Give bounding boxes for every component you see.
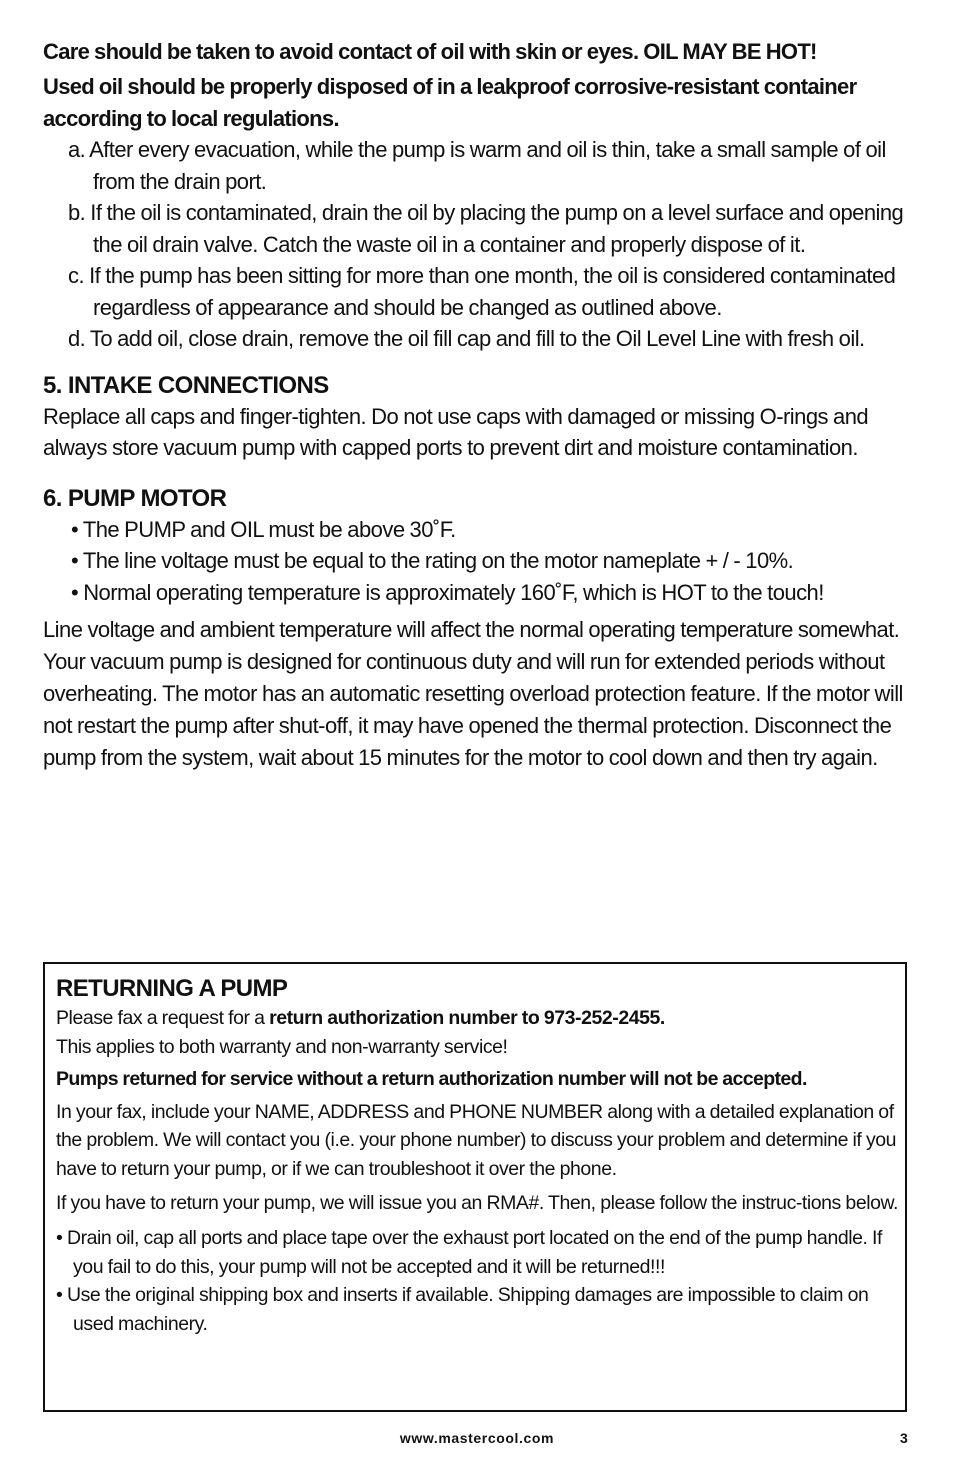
- return-bullet-drain-oil: • Drain oil, cap all ports and place tape over the exhaust port located on the end of the pump handle. If you fail to do this, your pump will not be accepted and it will be returned!!!: [56, 1227, 882, 1278]
- section-6-body: Line voltage and ambient temperature will affect the normal operating temperature somewhat. Your vacuum pump is designed for continuous duty and will run for extended periods without overheating. The motor has an automatic resetting overload protection feature. If the motor will not restart the pump after shut-off, it may have opened the thermal protection. Disconnect the pump from the system, wait about 15 minutes for the motor to cool down and then try again.: [43, 617, 903, 770]
- oil-step-a: a. After every evacuation, while the pump is warm and oil is thin, take a small sample of oil from the drain port.: [68, 137, 886, 194]
- oil-steps-list: [43, 134, 913, 355]
- disposal-warning: Used oil should be properly disposed of in a leakproof corrosive-resistant container according to local regulations.: [43, 74, 857, 131]
- footer-page-number: 3: [900, 1430, 908, 1446]
- fax-request-prefix: Please fax a request for a: [56, 1007, 270, 1029]
- warranty-applies-text: This applies to both warranty and non-warranty service!: [56, 1035, 508, 1058]
- returning-pump-box: [43, 962, 907, 1412]
- oil-step-c: c. If the pump has been sitting for more than one month, the oil is considered contaminated regardless of appearance and should be changed as outlined above.: [68, 263, 896, 320]
- motor-bullet-voltage: • The line voltage must be equal to the rating on the motor nameplate + / - 10%.: [71, 548, 794, 573]
- section-6-heading: 6. PUMP MOTOR: [43, 484, 227, 512]
- fax-request-line: [56, 1004, 901, 1033]
- return-instructions-list: [56, 1224, 901, 1338]
- oil-hot-warning: Care should be taken to avoid contact of oil with skin or eyes. OIL MAY BE HOT!: [43, 39, 817, 64]
- fax-include-text: In your fax, include your NAME, ADDRESS and PHONE NUMBER along with a detailed explanation of the problem. We will contact you (i.e. your phone number) to discuss your problem and determine if you have to return your pump, or if we can troubleshoot it over the phone.: [56, 1100, 897, 1180]
- section-5-body: Replace all caps and finger-tighten. Do not use caps with damaged or missing O-rings and always store vacuum pump with capped ports to prevent dirt and moisture contamination.: [43, 403, 869, 460]
- motor-bullet-temperature: • The PUMP and OIL must be above 30˚F.: [71, 516, 456, 542]
- motor-bullet-operating-temp: • Normal operating temperature is approximately 160˚F, which is HOT to the touch!: [71, 579, 824, 605]
- section-5-heading: 5. INTAKE CONNECTIONS: [43, 371, 329, 399]
- footer-website: www.mastercool.com: [399, 1430, 555, 1446]
- returning-pump-title: RETURNING A PUMP: [56, 975, 288, 1002]
- rma-instructions-text: If you have to return your pump, we will issue you an RMA#. Then, please follow the instruc-tions below.: [56, 1192, 899, 1214]
- pump-motor-bullets: [43, 514, 913, 609]
- manual-page-content: [43, 36, 913, 774]
- oil-step-d: d. To add oil, close drain, remove the oil fill cap and fill to the Oil Level Line with fresh oil.: [68, 326, 865, 351]
- oil-step-b: b. If the oil is contaminated, drain the oil by placing the pump on a level surface and opening the oil drain valve. Catch the waste oil in a container and properly dispose of it.: [68, 200, 904, 257]
- fax-number-text: return authorization number to 973-252-2455.: [269, 1007, 665, 1029]
- returning-pump-content: [56, 974, 901, 1338]
- return-bullet-shipping-box: • Use the original shipping box and inserts if available. Shipping damages are impossible to claim on used machinery.: [56, 1284, 869, 1335]
- not-accepted-warning: Pumps returned for service without a return authorization number will not be accepted.: [56, 1068, 807, 1090]
